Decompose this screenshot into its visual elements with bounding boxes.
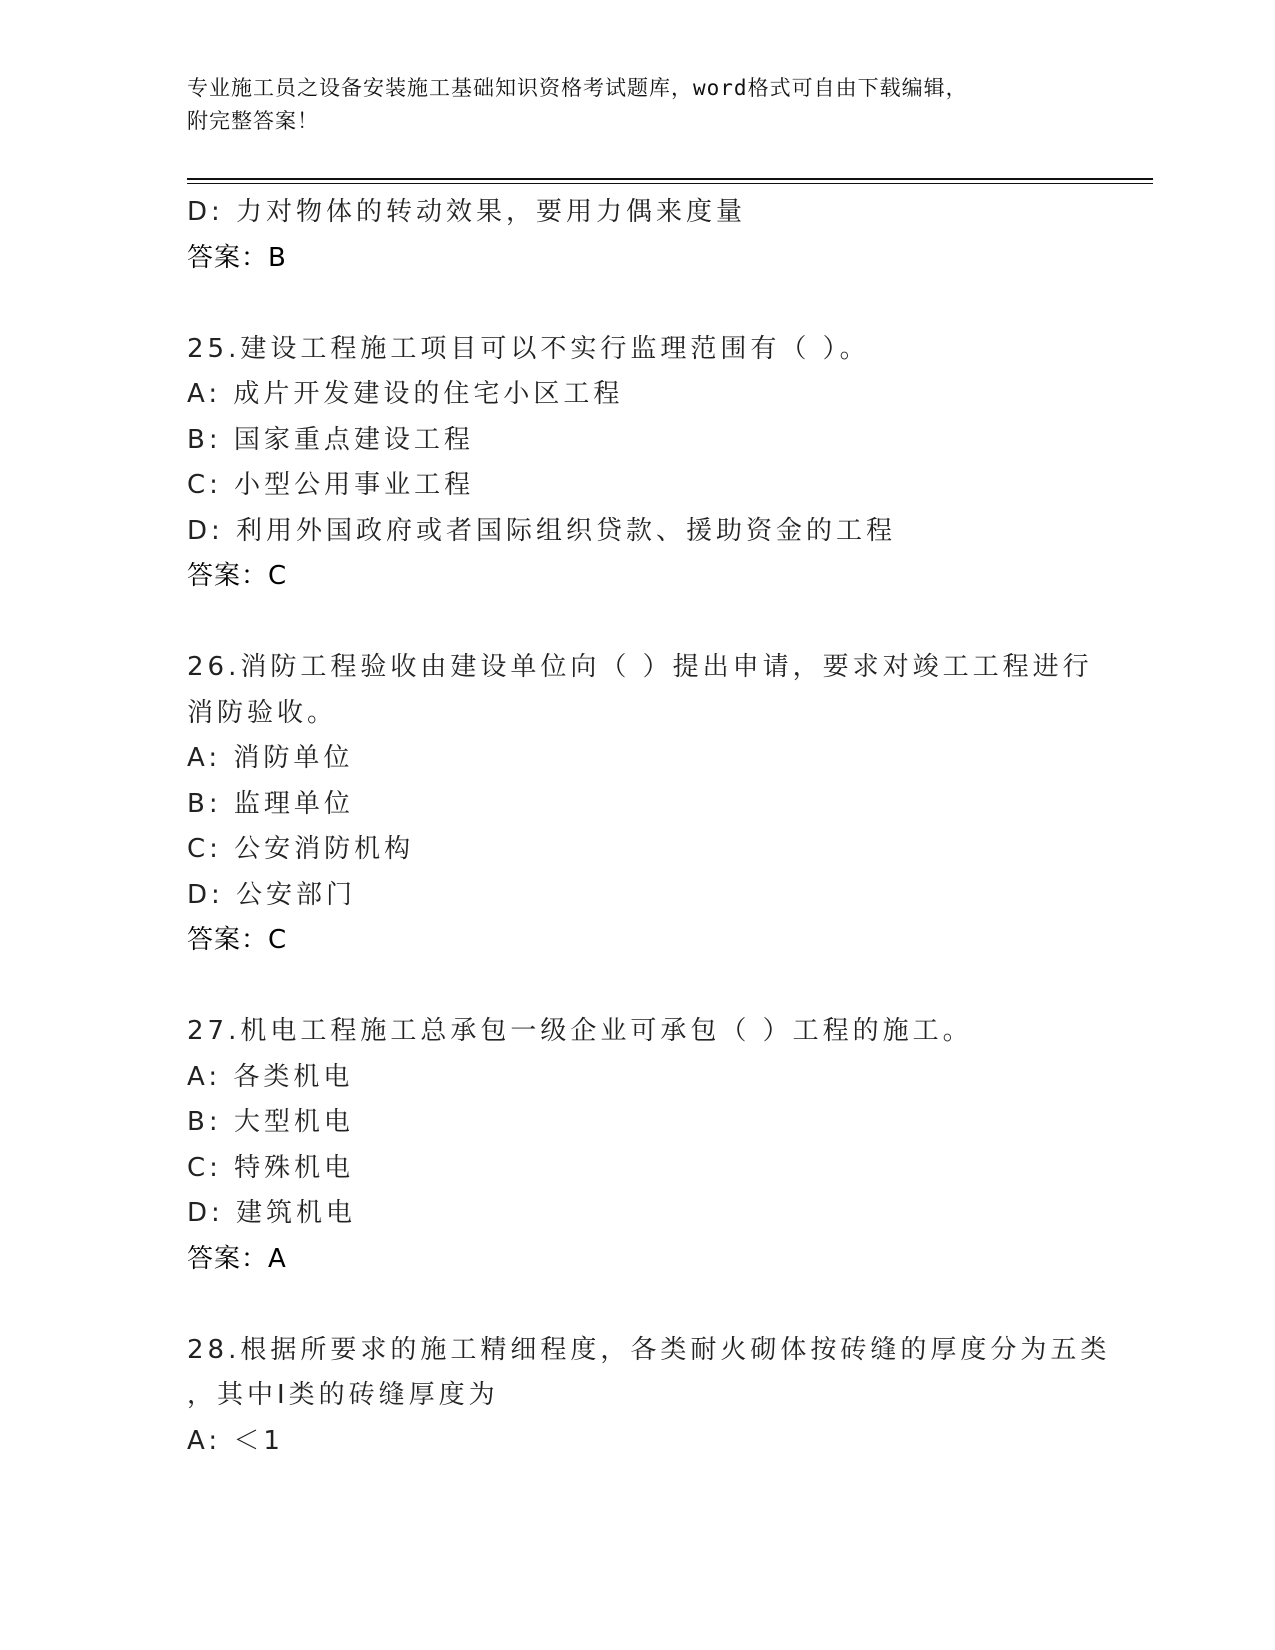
- spacer: [187, 281, 1087, 327]
- question-26-stem-line-1: 26.消防工程验收由建设单位向（ ）提出申请，要求对竣工工程进行: [187, 652, 1093, 682]
- spacer: [187, 600, 1087, 646]
- question-25-option-d: D: 利用外国政府或者国际组织贷款、援助资金的工程: [187, 515, 897, 546]
- spacer: [187, 964, 1087, 1010]
- question-27-stem: 27.机电工程施工总承包一级企业可承包（ ）工程的施工。: [187, 1016, 973, 1046]
- question-25-option-b: B: 国家重点建设工程: [187, 424, 474, 455]
- question-28-option-a: A: ＜1: [187, 1425, 284, 1456]
- question-26-stem-line-2: 消防验收。: [187, 697, 338, 728]
- prev-option-d: D: 力对物体的转动效果，要用力偶来度量: [187, 197, 747, 227]
- question-26-option-d: D: 公安部门: [187, 879, 357, 910]
- question-28-stem-line-2: ，其中Ⅰ类的砖缝厚度为: [187, 1380, 499, 1410]
- header-line-2: 附完整答案！: [187, 109, 319, 133]
- question-27-option-c: C: 特殊机电: [187, 1152, 355, 1183]
- question-26-answer: 答案：C: [187, 925, 288, 955]
- question-27-option-b: B: 大型机电: [187, 1107, 354, 1137]
- question-27-option-d: D: 建筑机电: [187, 1198, 357, 1228]
- question-25-option-c: C: 小型公用事业工程: [187, 470, 475, 500]
- question-25-stem: 25.建设工程施工项目可以不实行监理范围有（ ）。: [187, 333, 870, 364]
- question-28-stem-line-1: 28.根据所要求的施工精细程度，各类耐火砌体按砖缝的厚度分为五类: [187, 1334, 1111, 1365]
- question-list: [187, 190, 1111, 1464]
- question-26-option-c: C: 公安消防机构: [187, 834, 415, 864]
- question-25-answer: 答案：C: [187, 561, 288, 591]
- question-27-answer: 答案：A: [187, 1243, 287, 1274]
- header-divider-thin: [187, 183, 1153, 184]
- prev-answer: 答案：B: [187, 242, 287, 273]
- question-25-option-a: A: 成片开发建设的住宅小区工程: [187, 379, 624, 409]
- question-26-option-b: B: 监理单位: [187, 788, 354, 819]
- question-27-option-a: A: 各类机电: [187, 1061, 354, 1092]
- question-26-option-a: A: 消防单位: [187, 743, 354, 773]
- spacer: [187, 1282, 1087, 1328]
- document-header: [187, 72, 1067, 138]
- header-line-1: 专业施工员之设备安装施工基础知识资格考试题库，word格式可自由下载编辑，: [187, 76, 968, 100]
- header-divider-thick: [187, 178, 1153, 180]
